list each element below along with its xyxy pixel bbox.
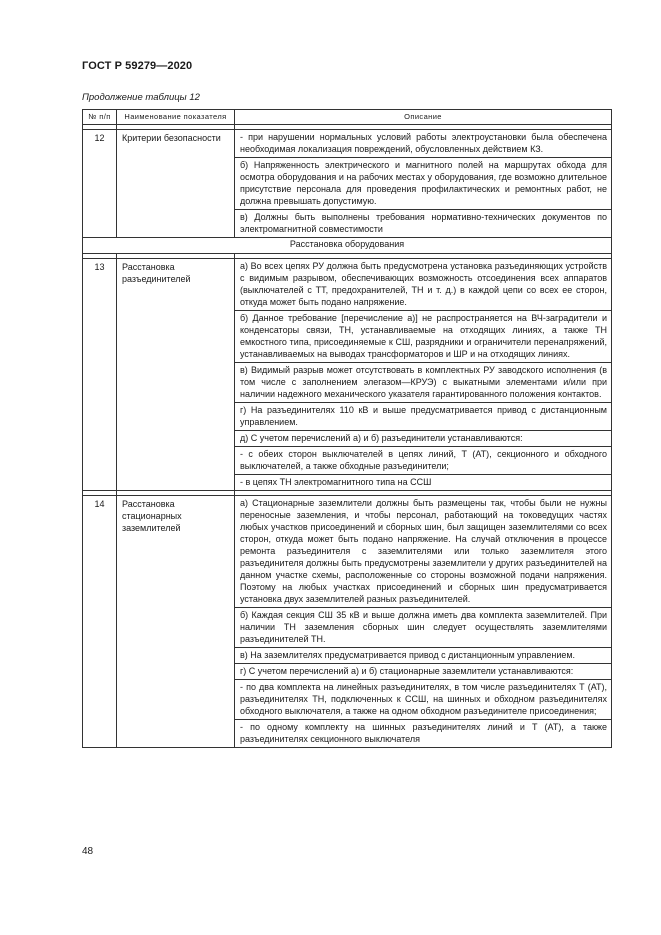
table-row	[83, 259, 612, 491]
row-description	[235, 496, 612, 748]
section-title: Расстановка оборудования	[83, 238, 612, 254]
row-number: 12	[83, 130, 117, 238]
row-indicator-name: Критерии безопасности	[117, 130, 235, 238]
description-paragraph: д) С учетом перечислений а) и б) разъединители устанавливаются:	[235, 430, 611, 446]
description-paragraph: - по одному комплекту на шинных разъединителях линий и Т (АТ), а также разъединителях секционного выключателя	[235, 719, 611, 747]
description-paragraph: в) Видимый разрыв может отсутствовать в комплектных РУ заводского исполнения (в том числе с заполнением элегазом—КРУЭ) с выкатными элементами и/или при наличии надежного механического указателя гарантированного положения контактов.	[235, 362, 611, 402]
table-header-row	[83, 110, 612, 125]
description-paragraph: - с обеих сторон выключателей в цепях линий, Т (АТ), секционного и обходного выключателей, а также обходные разъединители;	[235, 446, 611, 474]
description-paragraph: в) На заземлителях предусматривается привод с дистанционным управлением.	[235, 647, 611, 663]
section-header-row	[83, 238, 612, 254]
description-paragraph: г) С учетом перечислений а) и б) стационарные заземлители устанавливаются:	[235, 663, 611, 679]
description-paragraph: - по два комплекта на линейных разъединителях, в том числе разъединителях Т (АТ), разъединителях ТН, подключенных к ССШ, на шинных и обходном разъединителях обходного выключателя, а также на одном обходном разъединителе присоединения;	[235, 679, 611, 719]
row-number: 13	[83, 259, 117, 491]
column-header-description: Описание	[235, 110, 612, 125]
row-indicator-name: Расстановка стационарных заземлителей	[117, 496, 235, 748]
description-paragraph: б) Напряженность электрического и магнитного полей на маршрутах обхода для осмотра оборудования и на рабочих местах у оборудования, где возможно длительное присутствие персонала для проведения профилактических и ремонтных работ, не должна превышать допустимую.	[235, 157, 611, 209]
description-paragraph: б) Данное требование [перечисление а)] не распространяется на ВЧ-заградители и конденсаторы связи, ТН, устанавливаемые на отходящих линиях, а также ТН емкостного типа, присоединяемые к СШ, разрядники и ограничители перенапряжений, устанавливаемых на выводах трансформаторов и ШР и на отходящих линиях.	[235, 310, 611, 362]
page-number: 48	[82, 846, 94, 857]
row-indicator-name: Расстановка разъединителей	[117, 259, 235, 491]
row-description	[235, 130, 612, 238]
description-paragraph: а) Стационарные заземлители должны быть размещены так, чтобы были не нужны переносные заземления, и чтобы персонал, работающий на токоведущих частях любых участков присоединений и сборных шин, был защищен заземлителями со всех сторон, откуда может быть подано напряжение. На случай отключения в процессе ремонта разъединителя с заземлителями или только заземлителя этого разъединителя должны быть предусмотрены заземлители у других разъединителей на данном участке схемы, расположенные со стороны возможной подачи напряжения. Поэтому на любых участках присоединений и сборных шин предусматривается установка двух заземлителей разных разъединителей.	[240, 498, 607, 604]
table-continuation-caption: Продолжение таблицы 12	[82, 92, 200, 103]
column-header-name: Наименование показателя	[117, 110, 235, 125]
description-paragraph: г) На разъединителях 110 кВ и выше предусматривается привод с дистанционным управлением.	[235, 402, 611, 430]
table-row	[83, 130, 612, 238]
description-paragraph: б) Каждая секция СШ 35 кВ и выше должна иметь два комплекта заземлителей. При наличии ТН заземления сборных шин следует осуществлять заземлителями разъединителей ТН.	[235, 607, 611, 647]
row-number: 14	[83, 496, 117, 748]
description-paragraph: а) Во всех цепях РУ должна быть предусмотрена установка разъединяющих устройств с видимым разрывом, обеспечивающих возможность отсоединения всех аппаратов (выключателей с ТТ, предохранителей, ТН и т. д.) в каждой цепи со всех ее сторон, откуда может быть подано напряжение.	[240, 261, 607, 307]
requirements-table	[82, 109, 612, 748]
description-paragraph: - при нарушении нормальных условий работы электроустановки была обеспечена необходимая локализация повреждений, обусловленных действием КЗ.	[240, 132, 607, 154]
description-paragraph: - в цепях ТН электромагнитного типа на ССШ	[235, 474, 611, 490]
description-paragraph: в) Должны быть выполнены требования нормативно-технических документов по электромагнитной совместимости	[235, 209, 611, 237]
table-row	[83, 496, 612, 748]
column-header-number: № п/п	[83, 110, 117, 125]
row-description	[235, 259, 612, 491]
document-standard-code: ГОСТ Р 59279—2020	[82, 60, 193, 72]
